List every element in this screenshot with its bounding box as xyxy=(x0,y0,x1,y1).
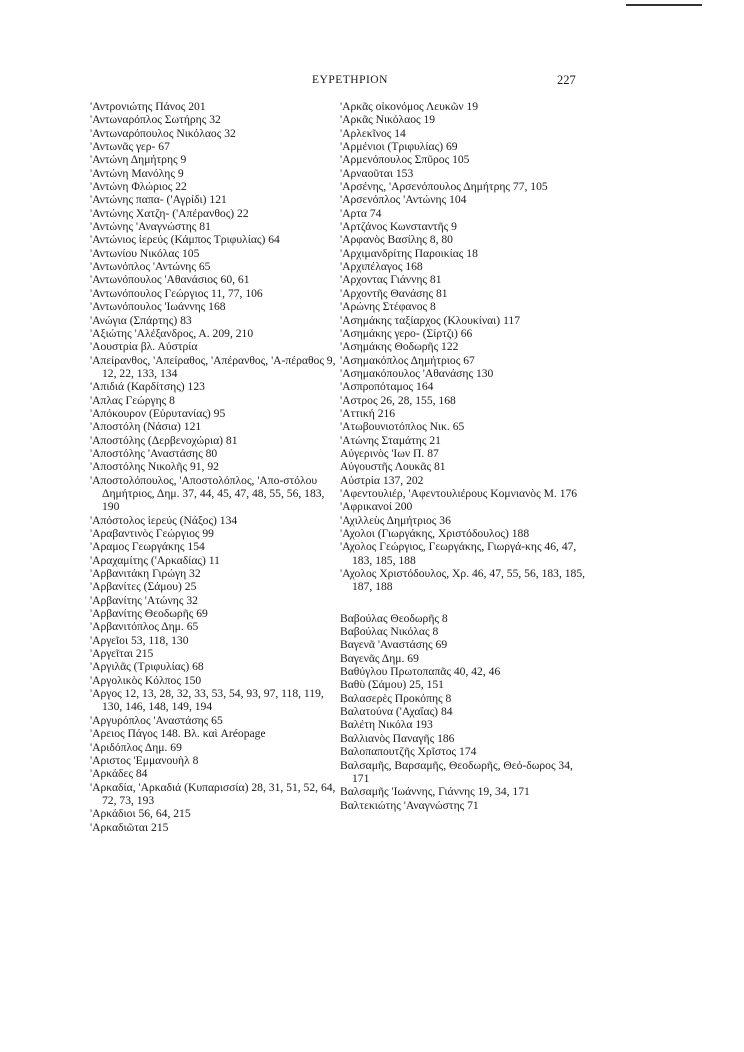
index-entry: Βαλέτη Νικόλα 193 xyxy=(340,718,433,732)
index-entry: 'Αξιώτης 'Αλέξανδρος, Α. 209, 210 xyxy=(90,326,254,340)
index-entry: 'Ασημακόπουλος 'Αθανάσης 130 xyxy=(340,366,494,380)
index-entry: 'Αρειος Πάγος 148. Βλ. καὶ Aréopage xyxy=(90,727,266,741)
index-entry: 'Αποστολόπουλος, 'Αποστολόπλος, 'Απο-στόλου Δημήτριος, Δημ. 37, 44, 45, 47, 48, 55, 56, 183, 190 xyxy=(90,473,325,514)
index-entry: 'Αντρονιώτης Πάνος 201 xyxy=(90,100,206,113)
index-entry: Αὐγερινὸς 'Ιων Π. 87 xyxy=(340,446,439,460)
index-entry: 'Αρφανὸς Βασίλης 8, 80 xyxy=(340,233,453,247)
index-entry: 'Αρχιπέλαγος 168 xyxy=(340,260,423,274)
index-entry: 'Αριδόπλος Δημ. 69 xyxy=(90,740,182,754)
index-entry: 'Αποστόλης 'Αναστάσης 80 xyxy=(90,446,218,460)
index-entry: 'Αρτα 74 xyxy=(340,206,382,220)
index-entry: Αὐγουστῆς Λουκᾶς 81 xyxy=(340,460,446,474)
index-entry: Βαλσαμῆς, Βαρσαμῆς, Θεοδωρῆς, Θεό-δωρος 34, 171 xyxy=(340,758,573,785)
index-entry: 'Αχολος Χριστόδουλος, Χρ. 46, 47, 55, 56, 183, 185, 187, 188 xyxy=(340,567,586,594)
index-entry: 'Αραχαμίτης ('Αρκαδίας) 11 xyxy=(90,553,220,567)
index-entry: Βαβούλας Νικόλας 8 xyxy=(340,625,439,639)
index-entry: Βαγενᾶς Δημ. 69 xyxy=(340,651,419,665)
page-number: 227 xyxy=(557,73,576,87)
index-entry: 'Αστρος 26, 28, 155, 168 xyxy=(340,393,456,407)
index-entry: 'Απόκουρον (Εὐρυτανίας) 95 xyxy=(90,406,226,420)
index-entry: Βαλλιανὸς Παναγῆς 186 xyxy=(340,731,455,745)
index-entry: 'Αρναοῦται 153 xyxy=(340,166,414,180)
index-entry: 'Αντωνόπλος 'Αντώνης 65 xyxy=(90,260,211,274)
top-rule xyxy=(626,4,702,6)
running-head-title: ΕΥΡΕΤΗΡΙΟΝ xyxy=(312,74,388,86)
index-entry: 'Αρβανίτης Θεοδωρῆς 69 xyxy=(90,607,208,621)
index-entry: 'Αποστόλης (Δερβενοχώρια) 81 xyxy=(90,433,238,447)
index-entry: 'Αργιλᾶς (Τριφυλίας) 68 xyxy=(90,660,204,674)
index-column-right xyxy=(340,100,590,812)
index-entry: 'Αφεντουλιέρ, 'Αφεντουλιέρους Κομνιανὸς Μ. 176 xyxy=(340,486,578,500)
index-entry: 'Αντώνη Μανόλης 9 xyxy=(90,166,184,180)
index-entry: 'Αρσένης, 'Αρσενόπουλος Δημήτρης 77, 105 xyxy=(340,180,548,194)
index-entry: 'Αντώνης 'Αναγνώστης 81 xyxy=(90,220,211,234)
index-entry: 'Αντωνίου Νικόλας 105 xyxy=(90,246,200,260)
index-entry: 'Αριστος 'Εμμανουὴλ 8 xyxy=(90,753,199,767)
index-entry: 'Ατωβουνιοτόπλος Νικ. 65 xyxy=(340,420,465,434)
index-entry: Βαλτεκιώτης 'Αναγνώστης 71 xyxy=(340,798,479,812)
index-entry: 'Αντώνης παπα- ('Αγρίδι) 121 xyxy=(90,193,227,207)
index-entry: 'Αχιλλεὺς Δημήτριος 36 xyxy=(340,513,451,527)
index-entry: 'Αποστόλης Νικολῆς 91, 92 xyxy=(90,460,219,474)
index-column-left xyxy=(90,100,340,834)
index-entry: 'Αχολοι (Γιωργάκης, Χριστόδουλος) 188 xyxy=(340,527,530,540)
index-entry: 'Αφρικανοί 200 xyxy=(340,500,413,514)
index-entry: 'Αουστρία βλ. Αὐστρία xyxy=(90,340,198,354)
index-entry: Βαλοπαπουτζῆς Χρῖστος 174 xyxy=(340,745,477,759)
index-entry: 'Απόστολος ἱερεύς (Νάξος) 134 xyxy=(90,513,238,527)
index-entry: Βαλσαμῆς 'Ιωάννης, Γιάννης 19, 34, 171 xyxy=(340,785,530,799)
index-entry: 'Αρκάδιοι 56, 64, 215 xyxy=(90,807,191,821)
index-entry: 'Αργολικὸς Κόλπος 150 xyxy=(90,673,202,687)
index-entry: 'Αργεῖται 215 xyxy=(90,647,154,661)
index-entry: 'Αραβαντινὸς Γεώργιος 99 xyxy=(90,527,214,540)
index-entry: 'Αρτζάνος Κωνσταντῆς 9 xyxy=(340,220,457,234)
index-entry: 'Αρχοντῆς Θανάσης 81 xyxy=(340,286,448,300)
index-entry: 'Αργεῖοι 53, 118, 130 xyxy=(90,633,189,647)
index-entry: 'Αρκαδία, 'Αρκαδιά (Κυπαρισσία) 28, 31, 51, 52, 64, 72, 73, 193 xyxy=(90,780,336,807)
index-entry: 'Αργυρόπλος 'Αναστάσης 65 xyxy=(90,713,223,727)
index-entry: Βαβούλας Θεοδωρῆς 8 xyxy=(340,611,448,625)
index-entry: Βαλατούνα ('Αχαΐας) 84 xyxy=(340,705,453,719)
index-entry: 'Ασημάκης ταξίαρχος (Κλουκίναι) 117 xyxy=(340,313,521,327)
index-entry: 'Απλας Γεώργης 8 xyxy=(90,393,175,407)
index-entry: 'Αντωνόπουλος 'Αθανάσιος 60, 61 xyxy=(90,273,250,287)
index-entry: 'Ασημακόπλος Δημήτριος 67 xyxy=(340,353,475,367)
index-entry: 'Αρβανίτες (Σάμου) 25 xyxy=(90,580,197,594)
index-entry: 'Αρχιμανδρίτης Παροικίας 18 xyxy=(340,246,478,260)
index-entry: 'Αντωνόπουλος 'Ιωάννης 168 xyxy=(90,300,226,314)
index-entry: 'Αντώνη Φλώριος 22 xyxy=(90,180,187,194)
index-entry: 'Αρκᾶς Νικόλαος 19 xyxy=(340,113,436,127)
index-entry: 'Ασημάκης γερο- (Σίρτζι) 66 xyxy=(340,326,473,340)
index-entry: 'Αρβανιτόπλος Δημ. 65 xyxy=(90,620,199,634)
index-entry: 'Αντώνιος ἱερεύς (Κάμπος Τριφυλίας) 64 xyxy=(90,233,280,247)
index-entry: 'Απείρανθος, 'Απείραθος, 'Απέρανθος, 'Α-πέραθος 9, 12, 22, 133, 134 xyxy=(90,353,336,380)
index-entry: 'Αχολος Γεώργιος, Γεωργάκης, Γιωργά-κης 46, 47, 183, 185, 188 xyxy=(340,540,577,567)
index-entry: 'Αρμένιοι (Τριφυλίας) 69 xyxy=(340,140,458,154)
index-entry: 'Αντωνόπουλος Γεώργιος 11, 77, 106 xyxy=(90,286,263,300)
index-entry: 'Αρλεκῖνος 14 xyxy=(340,126,406,140)
index-entry: 'Ασημάκης Θοδωρῆς 122 xyxy=(340,340,459,354)
index-entry: 'Αποστόλη (Νάσια) 121 xyxy=(90,420,202,434)
index-entry: 'Αρσενόπλος 'Αντώνης 104 xyxy=(340,193,467,207)
index-entry: 'Αντωναρόπουλος Νικόλαος 32 xyxy=(90,126,236,140)
index-entry: 'Αρκᾶς οἰκονόμος Λευκῶν 19 xyxy=(340,100,479,113)
index-entry: 'Αρκαδιῶται 215 xyxy=(90,820,169,834)
index-entry: 'Αρχοντας Γιάννης 81 xyxy=(340,273,442,287)
index-entry: 'Απιδιά (Καρδίτσης) 123 xyxy=(90,380,205,394)
index-entry: 'Αντώνης Χατζη- ('Απέρανθος) 22 xyxy=(90,206,249,220)
index-entry: 'Αρκάδες 84 xyxy=(90,767,148,781)
index-entry: 'Αττική 216 xyxy=(340,406,396,420)
index-entry: Βαθύγλου Πρωτοπαπᾶς 40, 42, 46 xyxy=(340,665,501,679)
index-entry: 'Αντώνη Δημήτρης 9 xyxy=(90,153,187,167)
index-entry: 'Αντωνᾶς γερ- 67 xyxy=(90,140,170,154)
index-entry: 'Αργος 12, 13, 28, 32, 33, 53, 54, 93, 97, 118, 119, 130, 146, 148, 149, 194 xyxy=(90,687,324,714)
index-entry: 'Ασπροπόταμος 164 xyxy=(340,380,434,394)
letter-section-gap xyxy=(340,594,590,612)
index-entry: Βαθὺ (Σάμου) 25, 151 xyxy=(340,678,444,692)
index-entry: 'Ανώγια (Σπάρτης) 83 xyxy=(90,313,192,327)
index-entry: 'Αρβανιτάκη Γιρώγη 32 xyxy=(90,567,201,581)
index-entry: Βαγενᾶ 'Αναστάσης 69 xyxy=(340,638,448,652)
index-entry: 'Αραμος Γεωργάκης 154 xyxy=(90,540,205,554)
index-entry: 'Αρμενόπουλος Σπῦρος 105 xyxy=(340,153,470,167)
index-entry: 'Αρβανίτης 'Ατώνης 32 xyxy=(90,593,198,607)
index-entry: Βαλασερὲς Προκόπης 8 xyxy=(340,691,452,705)
index-entry: 'Αντωναρόπλος Σωτήρης 32 xyxy=(90,113,221,127)
index-entry: Αὐστρία 137, 202 xyxy=(340,473,424,487)
index-entry: 'Αρώνης Στέφανος 8 xyxy=(340,300,436,314)
index-entry: 'Ατώνης Σταμάτης 21 xyxy=(340,433,441,447)
